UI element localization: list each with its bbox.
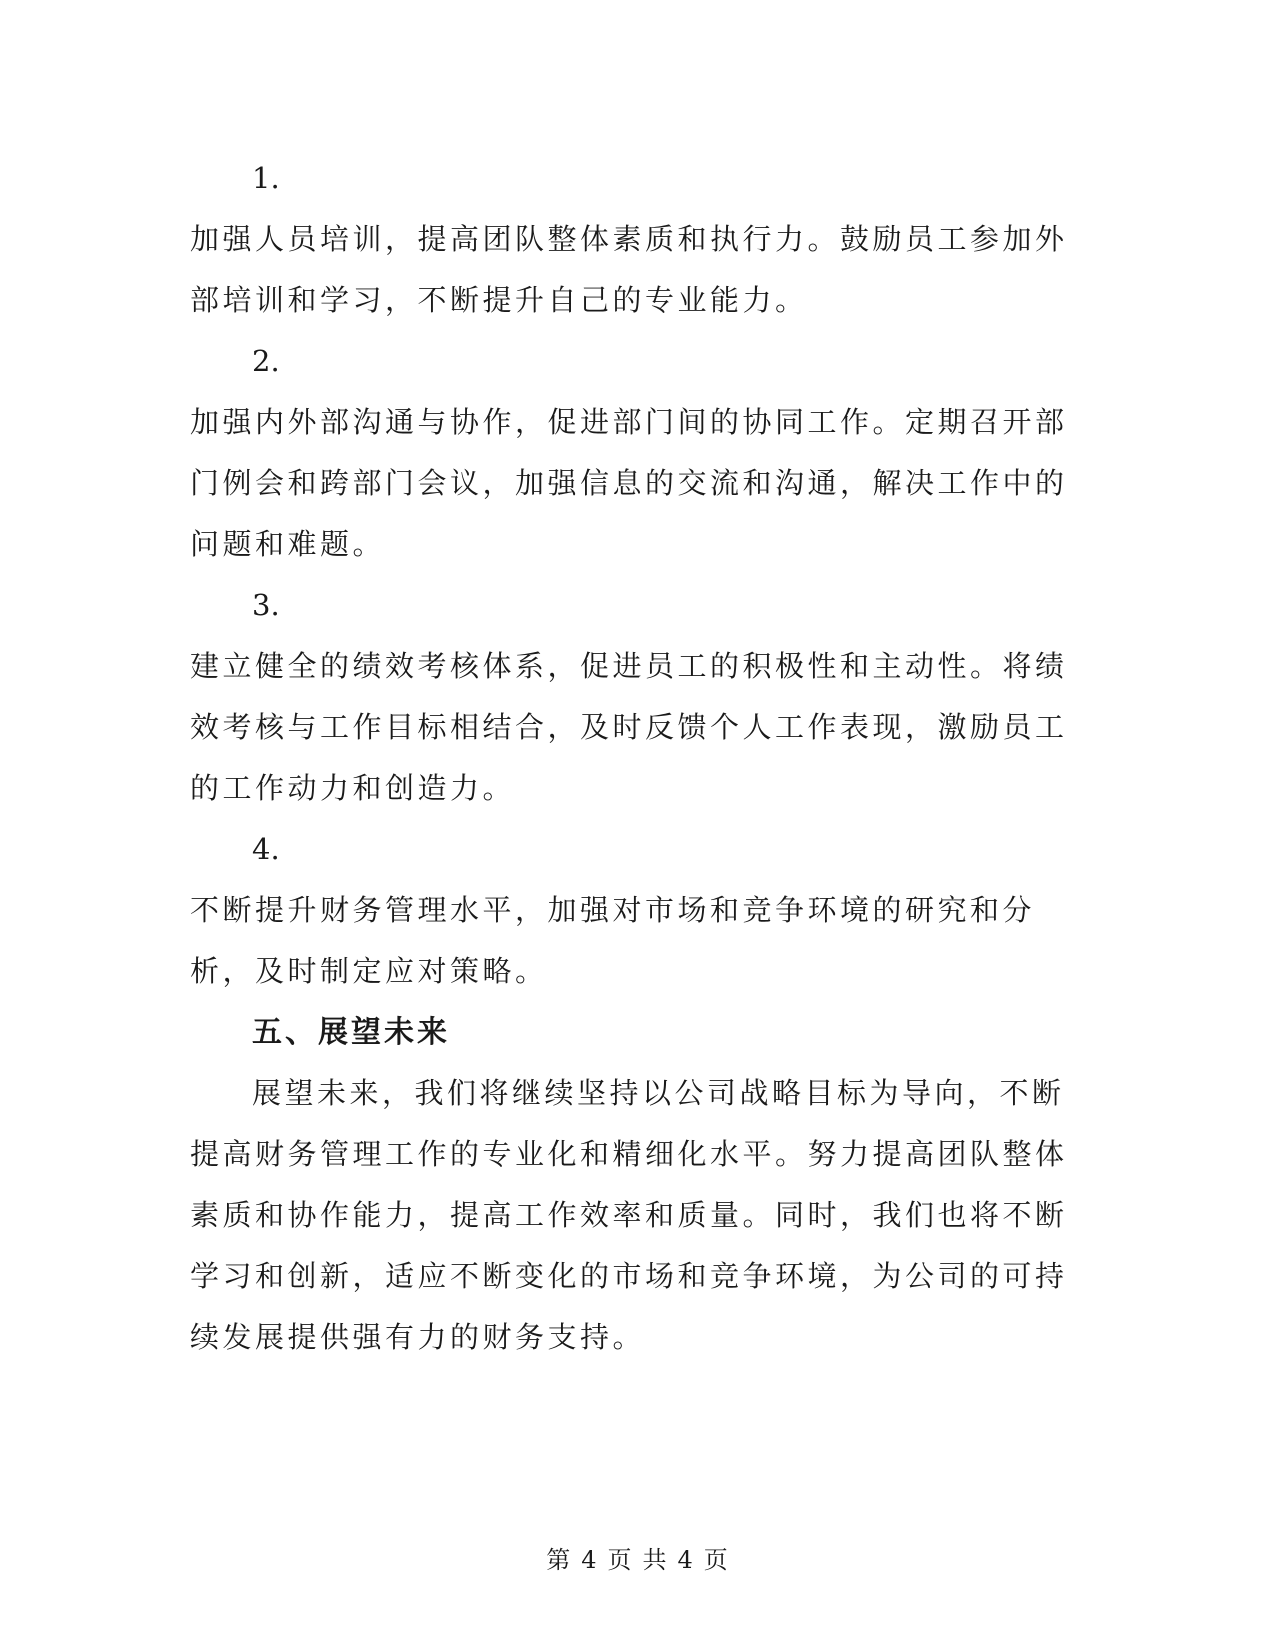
footer-total-pages: 4: [677, 1546, 694, 1574]
document-body: [190, 148, 1070, 1368]
page-footer: [0, 1540, 1275, 1575]
section-paragraph: 展望未来，我们将继续坚持以公司战略目标为导向，不断提高财务管理工作的专业化和精细化水平。努力提高团队整体素质和协作能力，提高工作效率和质量。同时，我们也将不断学习和创新，适应不断变化的市场和竞争环境，为公司的可持续发展提供强有力的财务支持。: [190, 1076, 1068, 1354]
item-text-4: 不断提升财务管理水平，加强对市场和竞争环境的研究和分析，及时制定应对策略。: [190, 893, 1036, 988]
item-text-1: 加强人员培训，提高团队整体素质和执行力。鼓励员工参加外部培训和学习，不断提升自己的专业能力。: [190, 222, 1068, 317]
footer-page-end-label: 页: [703, 1546, 729, 1574]
footer-total-label: 共: [642, 1546, 668, 1574]
item-text-2: 加强内外部沟通与协作，促进部门间的协同工作。定期召开部门例会和跨部门会议，加强信息的交流和沟通，解决工作中的问题和难题。: [190, 405, 1068, 561]
item-number-2: 2.: [252, 344, 280, 378]
section-heading: 五、展望未来: [252, 1015, 450, 1050]
footer-prefix: 第: [546, 1546, 572, 1574]
footer-current-page: 4: [581, 1546, 598, 1574]
item-number-3: 3.: [252, 588, 280, 622]
footer-page-label: 页: [607, 1546, 633, 1574]
item-text-3: 建立健全的绩效考核体系，促进员工的积极性和主动性。将绩效考核与工作目标相结合，及时反馈个人工作表现，激励员工的工作动力和创造力。: [190, 649, 1068, 805]
item-number-1: 1.: [252, 161, 280, 195]
item-number-4: 4.: [252, 832, 280, 866]
